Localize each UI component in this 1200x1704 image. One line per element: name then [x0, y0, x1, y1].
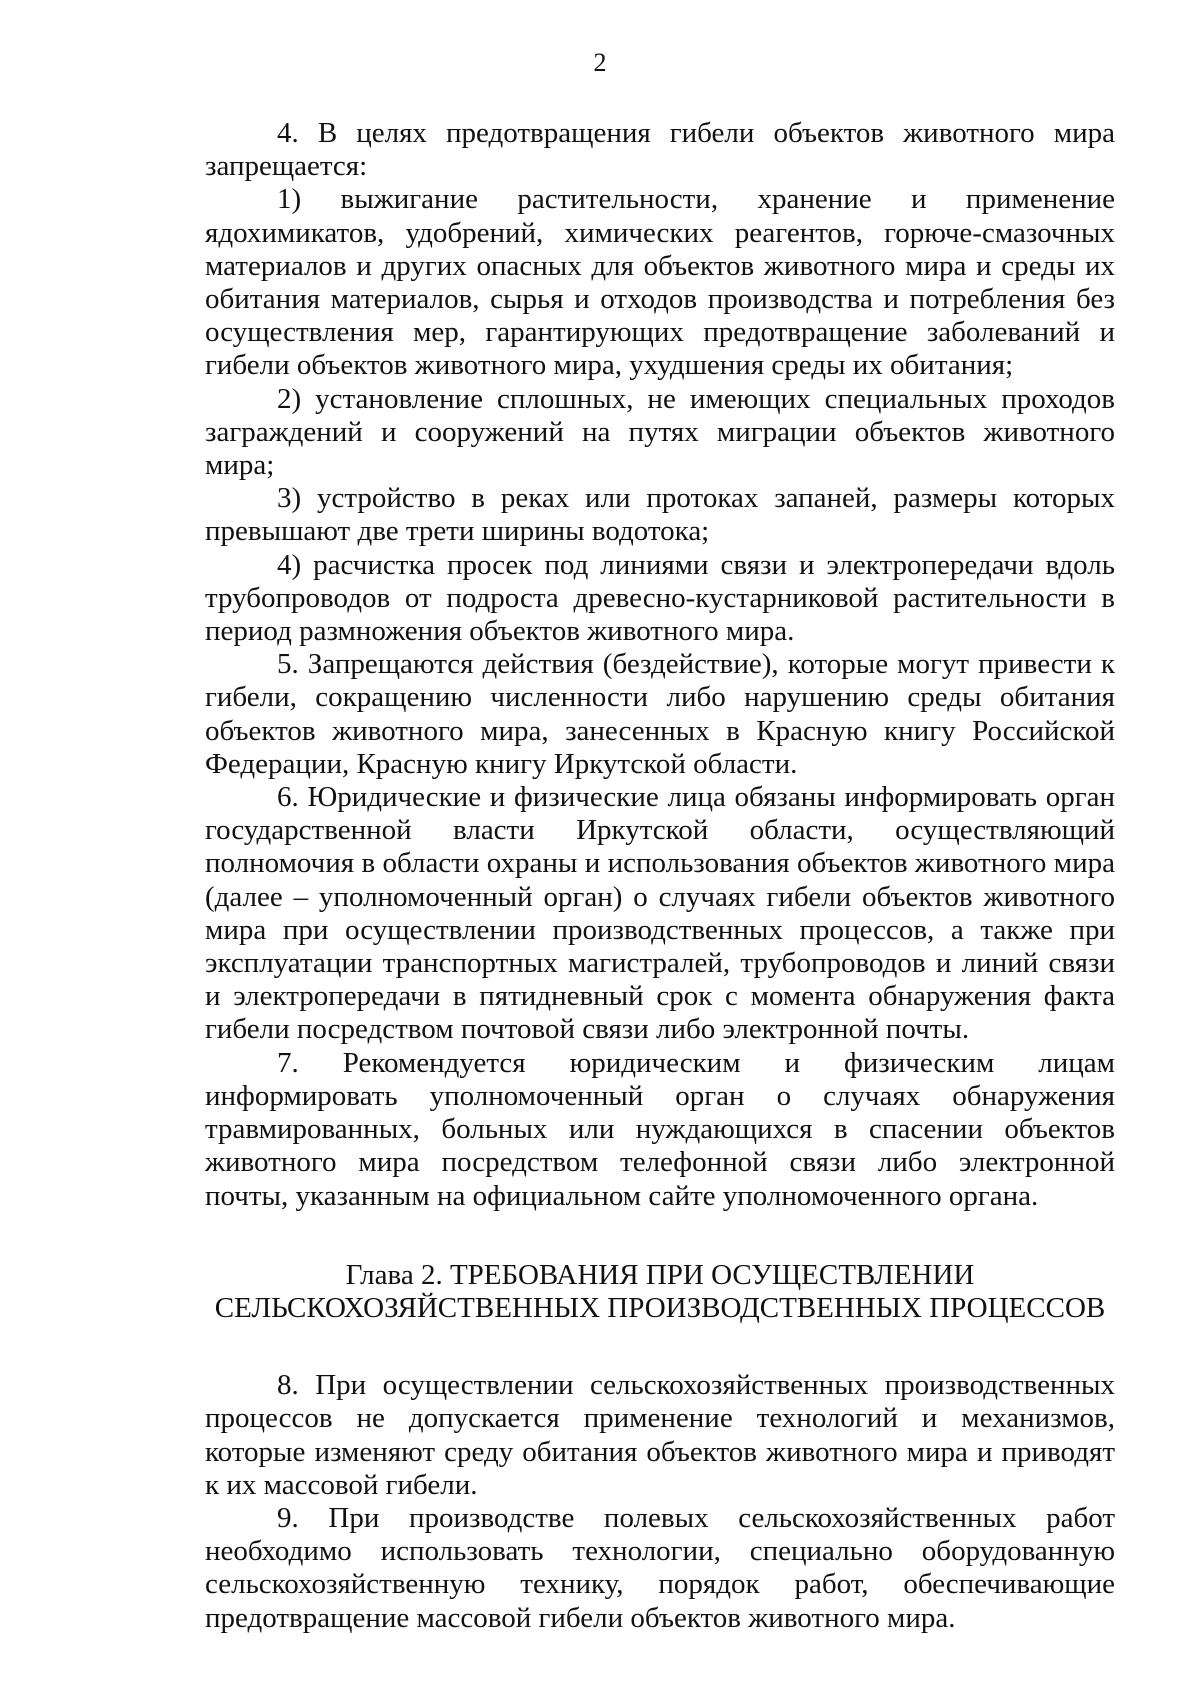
paragraph-item-5: 5. Запрещаются действия (бездействие), которые могут привести к гибели, сокращению численности либо нарушению среды обитания объектов животного мира, занесенных в Красную книгу Российской Федерации, Красную книгу Иркутской области. [205, 648, 1115, 780]
paragraph-subitem-3: 3) устройство в реках или протоках запаней, размеры которых превышают две трети ширины водотока; [205, 482, 1115, 548]
chapter-heading-line-1: Глава 2. ТРЕБОВАНИЯ ПРИ ОСУЩЕСТВЛЕНИИ [345, 1258, 975, 1291]
paragraph-subitem-4: 4) расчистка просек под линиями связи и электропередачи вдоль трубопроводов от подроста древесно-кустарниковой растительности в период размножения объектов животного мира. [205, 548, 1115, 648]
chapter-heading-line-2: СЕЛЬСКОХОЗЯЙСТВЕННЫХ ПРОИЗВОДСТВЕННЫХ ПРОЦЕССОВ [214, 1291, 1106, 1324]
paragraph-item-4: 4. В целях предотвращения гибели объектов животного мира запрещается: [205, 117, 1115, 183]
paragraph-item-6: 6. Юридические и физические лица обязаны информировать орган государственной власти Иркутской области, осуществляющий полномочия в области охраны и использования объектов животного мира (далее – уполномоченный орган) о случаях гибели объектов животного мира при осуществлении производственных процессов, а также при эксплуатации транспортных магистралей, трубопроводов и линий связи и электропередачи в пятидневный срок с момента обнаружения факта гибели посредством почтовой связи либо электронной почты. [205, 781, 1115, 1046]
paragraph-item-7: 7. Рекомендуется юридическим и физическим лицам информировать уполномоченный орган о случаях обнаружения травмированных, больных или нуждающихся в спасении объектов животного мира посредством телефонной связи либо электронной почты, указанным на официальном сайте уполномоченного органа. [205, 1046, 1115, 1212]
chapter-heading [205, 1259, 1115, 1325]
paragraph-subitem-1: 1) выжигание растительности, хранение и применение ядохимикатов, удобрений, химических реагентов, горюче-смазочных материалов и других опасных для объектов животного мира и среды их обитания материалов, сырья и отходов производства и потребления без осуществления мер, гарантирующих предотвращение заболеваний и гибели объектов животного мира, ухудшения среды их обитания; [205, 183, 1115, 382]
paragraph-subitem-2: 2) установление сплошных, не имеющих специальных проходов заграждений и сооружений на путях миграции объектов животного мира; [205, 382, 1115, 482]
document-body [205, 117, 1115, 1635]
paragraph-item-9: 9. При производстве полевых сельскохозяйственных работ необходимо использовать технологии, специально оборудованную сельскохозяйственную технику, порядок работ, обеспечивающие предотвращение массовой гибели объектов животного мира. [205, 1501, 1115, 1634]
page-number: 2 [593, 48, 607, 77]
paragraph-item-8: 8. При осуществлении сельскохозяйственных производственных процессов не допускается применение технологий и механизмов, которые изменяют среду обитания объектов животного мира и приводят к их массовой гибели. [205, 1369, 1115, 1501]
